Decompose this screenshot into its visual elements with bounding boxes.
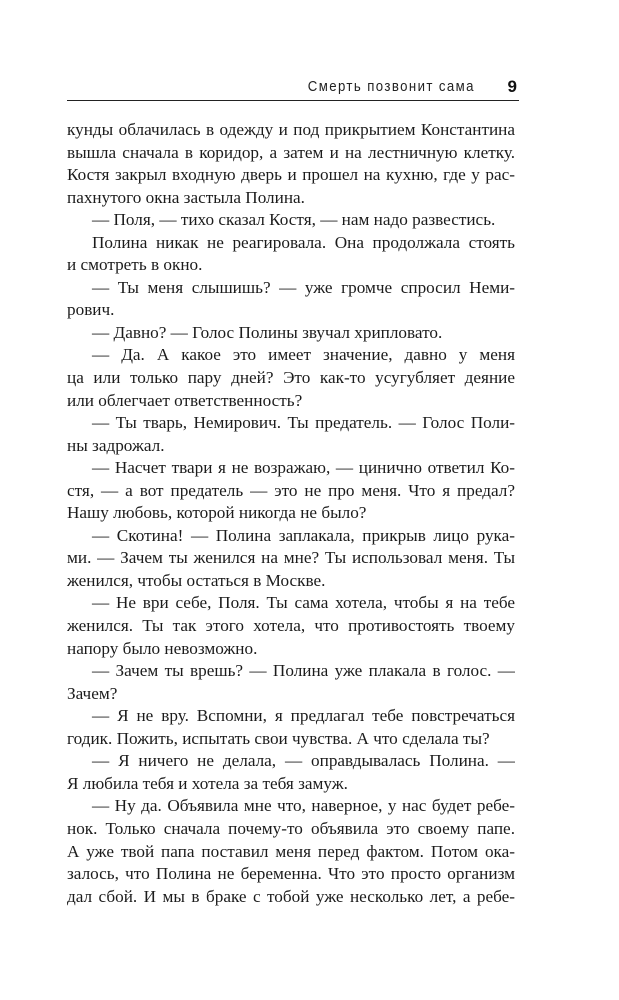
paragraph <box>67 209 515 232</box>
text-line: напору было невозможно. <box>67 638 258 658</box>
text-line: — Я не вру. Вспомни, я предлагал тебе повстречаться <box>92 706 515 726</box>
text-line: — Скотина! — Полина заплакала, прикрыв лицо рука- <box>92 525 515 545</box>
text-line: — Да. А какое это имеет значение, давно у меня <box>92 345 515 365</box>
body-text <box>67 119 515 908</box>
text-line: дал сбой. И мы в браке с тобой уже несколько лет, а ребе- <box>67 886 515 906</box>
text-line: или облегчает ответственность? <box>67 390 303 410</box>
text-line: — Не ври себе, Поля. Ты сама хотела, чтобы я на тебе <box>92 593 515 613</box>
text-line: — Насчет твари я не возражаю, — цинично ответил Ко- <box>92 458 515 478</box>
text-line: Костя закрыл входную дверь и прошел на кухню, где у рас- <box>67 165 515 185</box>
text-line: и смотреть в окно. <box>67 255 203 275</box>
text-line: Нашу любовь, которой никогда не было? <box>67 503 367 523</box>
text-line: нок. Только сначала почему-то объявила это своему папе. <box>67 818 515 838</box>
paragraph <box>67 457 515 525</box>
text-line: пахнутого окна застыла Полина. <box>67 187 305 207</box>
paragraph <box>67 592 515 660</box>
text-line: женился, чтобы остаться в Москве. <box>67 570 326 590</box>
page-number: 9 <box>507 77 517 96</box>
paragraph <box>67 412 515 457</box>
text-line: — Я ничего не делала, — оправдывалась Полина. — <box>92 751 515 771</box>
paragraph <box>67 750 515 795</box>
running-title: Смерть позвонит сама <box>307 78 475 95</box>
paragraph <box>67 525 515 593</box>
text-line: — Ты тварь, Немирович. Ты предатель. — Голос Поли- <box>92 413 515 433</box>
paragraph <box>67 232 515 277</box>
paragraph <box>67 277 515 322</box>
text-line: залось, что Полина не беременна. Что это просто организм <box>67 864 515 884</box>
paragraph <box>67 344 515 412</box>
paragraph <box>67 322 515 345</box>
text-line: — Зачем ты врешь? — Полина уже плакала в голос. — <box>92 661 515 681</box>
text-line: Я любила тебя и хотела за тебя замуж. <box>67 773 348 793</box>
text-line: — Давно? — Голос Полины звучал хрипловато. <box>92 322 443 342</box>
text-line: ны задрожал. <box>67 435 165 455</box>
text-line: А уже твой папа поставил меня перед фактом. Потом ока- <box>67 841 515 861</box>
text-line: Зачем? <box>67 683 118 703</box>
text-line: — Поля, — тихо сказал Костя, — нам надо развестись. <box>92 210 496 230</box>
text-line: ца или только пару дней? Это как-то усугубляет деяние <box>67 368 515 388</box>
text-line: ми. — Зачем ты женился на мне? Ты использовал меня. Ты <box>67 548 515 568</box>
text-line: Полина никак не реагировала. Она продолжала стоять <box>92 232 515 252</box>
text-line: рович. <box>67 300 115 320</box>
text-line: вышла сначала в коридор, а затем и на лестничную клетку. <box>67 142 515 162</box>
text-line: годик. Пожить, испытать свои чувства. А что сделала ты? <box>67 728 490 748</box>
running-header <box>67 76 519 101</box>
paragraph <box>67 795 515 908</box>
text-line: — Ну да. Объявила мне что, наверное, у нас будет ребе- <box>92 796 515 816</box>
text-line: стя, — а вот предатель — это не про меня. Что я предал? <box>67 480 515 500</box>
paragraph <box>67 660 515 705</box>
text-line: женился. Ты так этого хотела, что противостоять твоему <box>67 616 515 636</box>
text-line: кунды облачилась в одежду и под прикрытием Константина <box>67 120 515 139</box>
text-line: — Ты меня слышишь? — уже громче спросил Неми- <box>92 277 515 297</box>
paragraph <box>67 119 515 209</box>
paragraph <box>67 705 515 750</box>
